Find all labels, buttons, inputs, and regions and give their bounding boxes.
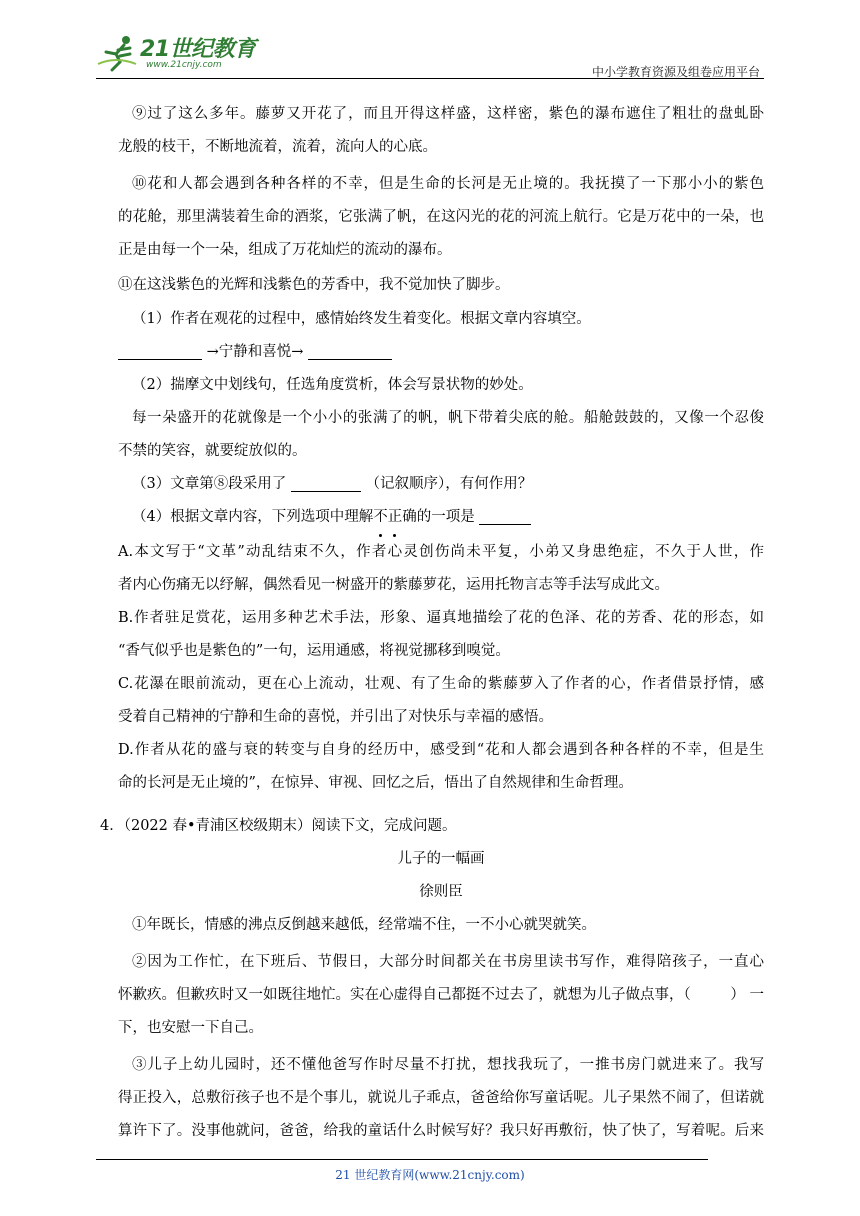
story-paragraph-3-line-1: ③儿子上幼儿园时，还不懂他爸写作时尽量不打扰，想找我玩了，一推书房门就进来了。我写 xyxy=(132,1057,764,1073)
platform-name: 中小学教育资源及组卷应用平台 xyxy=(591,65,760,79)
page-header xyxy=(96,30,764,80)
logo-title: 21世纪教育 xyxy=(140,37,256,62)
question-1-middle: →宁静和喜悦→ xyxy=(202,344,309,360)
option-d-line-2: 命的长河是无止境的”，在惊异、审视、回忆之后，悟出了自然规律和生命哲理。 xyxy=(118,775,633,791)
question-1-answer-line xyxy=(118,336,764,369)
story-paragraph-2-line-2-end: ） 一 xyxy=(730,987,764,1003)
question-3-prefix: （3）文章第⑧段采用了 xyxy=(132,476,291,492)
question-4-prefix: （4）根据文章内容，下列选项中理解 xyxy=(132,509,374,525)
paragraph-10-line-1: ⑩花和人都会遇到各种各样的不幸，但是生命的长河是无止境的。我抚摸了一下那小小的紫色 xyxy=(132,176,764,192)
story xyxy=(118,843,764,1148)
question-2: （2）揣摩文中划线句，任选角度赏析，体会写景状物的妙处。 xyxy=(132,377,533,393)
footer-divider xyxy=(96,1159,708,1160)
runner-logo-icon xyxy=(96,34,140,72)
story-paragraph-3-line-2: 得正投入，总敷衍孩子也不是个事儿，就说儿子乖点，爸爸给你写童话呢。儿子果然不闹了，但诺就 xyxy=(118,1090,764,1106)
question-block xyxy=(118,303,764,800)
paragraph-11: ⑪在这浅紫色的光辉和浅紫色的芳香中，我不觉加快了脚步。 xyxy=(118,277,510,293)
story-author: 徐则臣 xyxy=(419,884,463,900)
answer-blank[interactable] xyxy=(118,339,202,360)
option-c-line-2: 受着自己精神的宁静和生命的喜悦，并引出了对快乐与幸福的感悟。 xyxy=(118,709,553,725)
option-a-line-2: 者内心伤痛无以纾解，偶然看见一树盛开的紫藤萝花，运用托物言志等手法写成此文。 xyxy=(118,577,669,593)
option-b-line-2: “香气似乎也是紫色的”一句，运用通感，将视觉挪移到嗅觉。 xyxy=(118,643,510,659)
logo-url: www.21cnjy.com xyxy=(146,60,222,70)
story-paragraph-1: ①年既长，情感的沸点反倒越来越低，经常端不住，一不小心就哭就笑。 xyxy=(132,917,596,933)
paragraph-9-line-1: ⑨过了这么多年。藤萝又开花了，而且开得这样盛，这样密，紫色的瀑布遮住了粗壮的盘虬卧 xyxy=(132,106,764,122)
question-4-suffix: 确的一项是 xyxy=(402,509,480,525)
story-paragraph-2-line-2-start: 怀歉疚。但歉疚时又一如既往地忙。实在心虚得自己都挺不过去了，就想为儿子做点事，（ xyxy=(118,987,691,1003)
answer-blank[interactable] xyxy=(308,339,392,360)
paragraph-9-line-2: 龙般的枝干，不断地流着，流着，流向人的心底。 xyxy=(118,139,437,155)
option-d-line-1: D.作者从花的盛与衰的转变与自身的经历中，感受到“花和人都会遇到各种各样的不幸，但是生 xyxy=(118,742,764,758)
question-2-quote-line-1: 每一朵盛开的花就像是一个小小的张满了的帆，帆下带着尖底的舱。船舱鼓鼓的，又像一个忍俊 xyxy=(132,410,764,426)
question-1: （1）作者在观花的过程中，感情始终发生着变化。根据文章内容填空。 xyxy=(132,311,591,327)
answer-blank[interactable] xyxy=(479,504,531,525)
page-footer[interactable]: 21 世纪教育网(www.21cnjy.com) xyxy=(335,1168,525,1182)
question-2-quote-line-2: 不禁的笑容，就要绽放似的。 xyxy=(118,443,307,459)
question-4-title: 4．（2022 春•青浦区校级期末）阅读下文，完成问题。 xyxy=(100,818,457,834)
option-b-line-1: B.作者驻足赏花，运用多种艺术手法，形象、逼真地描绘了花的色泽、花的芳香、花的形态，如 xyxy=(118,610,764,626)
paragraph-10-line-2: 的花舱，那里满装着生命的酒浆，它张满了帆，在这闪光的花的河流上航行。它是万花中的一朵，也 xyxy=(118,209,764,225)
question-3 xyxy=(118,468,764,501)
paragraph-10-line-3: 正是由每一个一朵，组成了万花灿烂的流动的瀑布。 xyxy=(118,242,452,258)
option-c-line-1: C.花瀑在眼前流动，更在心上流动，壮观、有了生命的紫藤萝入了作者的心，作者借景抒情，感 xyxy=(118,676,764,692)
story-paragraph-3-line-3: 算许下了。没事他就问，爸爸，给我的童话什么时候写好？我只好再敷衍，快了快了，写着呢。后来 xyxy=(118,1123,764,1139)
emphasis-correct: 正 xyxy=(388,501,403,534)
answer-blank[interactable] xyxy=(291,471,361,492)
story-paragraph-2-line-1: ②因为工作忙，在下班后、节假日，大部分时间都关在书房里读书写作，难得陪孩子，一直心 xyxy=(132,954,764,970)
option-a-line-1: A.本文写于“文革”动乱结束不久，作者心灵创伤尚未平复，小弟又身患绝症，不久于人世，作 xyxy=(118,544,764,560)
emphasis-not: 不 xyxy=(373,501,388,534)
site-logo xyxy=(96,30,266,76)
question-4 xyxy=(118,501,764,534)
question-3-suffix: （记叙顺序），有何作用？ xyxy=(360,476,533,492)
passage-continuation xyxy=(118,98,764,302)
story-title: 儿子的一幅画 xyxy=(397,851,485,867)
header-divider xyxy=(96,78,764,79)
question-4-heading xyxy=(100,810,764,843)
story-paragraph-2-line-2 xyxy=(118,979,764,1012)
story-paragraph-2-line-3: 下，也安慰一下自己。 xyxy=(118,1020,263,1036)
